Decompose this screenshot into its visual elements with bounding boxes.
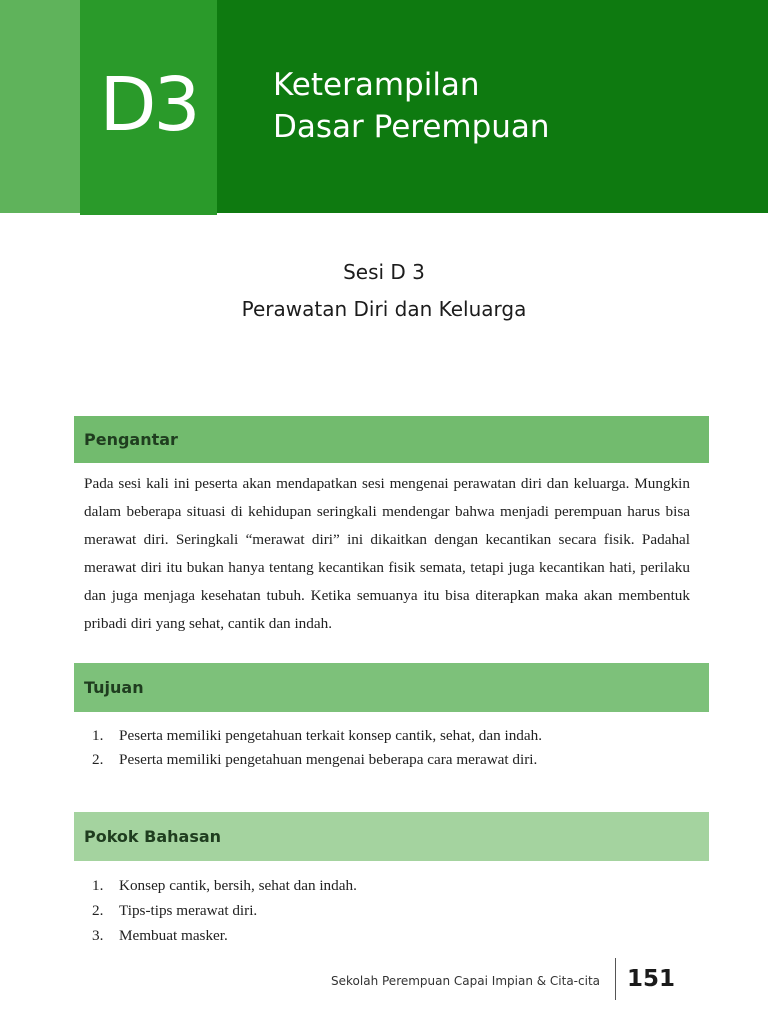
section-heading-pokok-bahasan: Pokok Bahasan xyxy=(74,812,709,861)
section-heading-tujuan: Tujuan xyxy=(74,663,709,712)
list-item-text: Peserta memiliki pengetahuan mengenai beberapa cara merawat diri. xyxy=(119,751,538,768)
list-item-number: 1. xyxy=(92,877,104,894)
list-item-number: 2. xyxy=(92,751,104,768)
list-item-text: Membuat masker. xyxy=(119,927,228,944)
list-item xyxy=(84,898,704,923)
header-accent-strip xyxy=(0,0,80,213)
section-heading-pengantar: Pengantar xyxy=(74,416,709,463)
list-item xyxy=(84,724,704,748)
chapter-title-line1: Keterampilan xyxy=(273,67,480,103)
list-item-number: 3. xyxy=(92,927,104,944)
list-item xyxy=(84,923,704,948)
pokok-bahasan-list xyxy=(84,873,704,948)
list-item-text: Peserta memiliki pengetahuan terkait konsep cantik, sehat, dan indah. xyxy=(119,727,543,744)
chapter-title xyxy=(273,64,673,148)
list-item-number: 2. xyxy=(92,902,104,919)
list-item-text: Tips-tips merawat diri. xyxy=(119,902,258,919)
pengantar-paragraph: Pada sesi kali ini peserta akan mendapatkan sesi mengenai perawatan diri dan keluarga. Mungkin dalam beberapa situasi di kehidupan seringkali mendengar bahwa menjadi perempuan harus bisa merawat diri. Seringkali “merawat diri” ini dikaitkan dengan kecantikan secara fisik. Padahal merawat diri itu bukan hanya tentang kecantikan fisik semata, tetapi juga kecantikan hati, perilaku dan juga menjaga kesehatan tubuh. Ketika semuanya itu bisa diterapkan maka akan membentuk pribadi diri yang sehat, cantik dan indah. xyxy=(84,475,690,632)
session-number: Sesi D 3 xyxy=(343,260,425,284)
page-number: 151 xyxy=(627,966,676,992)
session-title: Perawatan Diri dan Keluarga xyxy=(241,297,527,321)
chapter-title-line2: Dasar Perempuan xyxy=(273,109,550,145)
chapter-code-box xyxy=(80,0,217,215)
tujuan-list xyxy=(84,724,704,772)
list-item xyxy=(84,748,704,772)
list-item-number: 1. xyxy=(92,727,104,744)
list-item xyxy=(84,873,704,898)
chapter-code: D3 xyxy=(99,61,198,148)
list-item-text: Konsep cantik, bersih, sehat dan indah. xyxy=(119,877,357,894)
footer-divider xyxy=(615,958,616,1000)
footer-book-title: Sekolah Perempuan Capai Impian & Cita-cita xyxy=(331,974,600,988)
session-heading xyxy=(0,254,768,328)
